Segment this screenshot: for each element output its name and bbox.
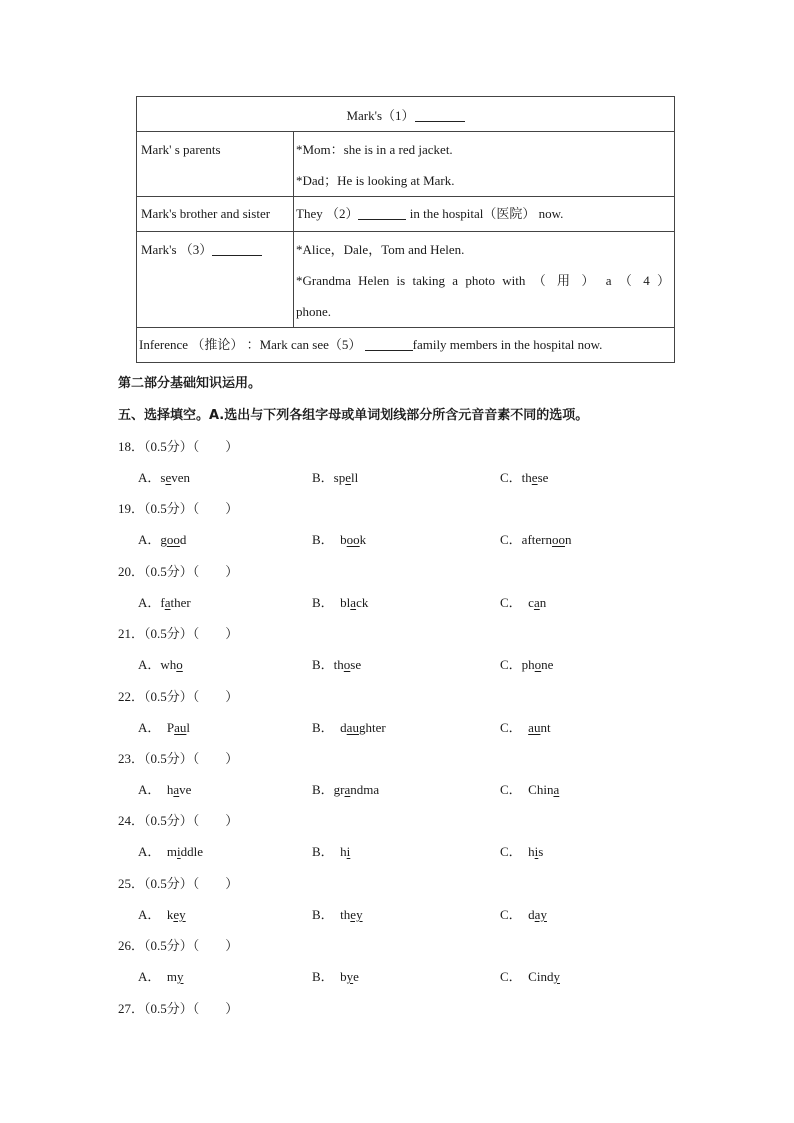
option-c: C．phone <box>500 657 554 672</box>
table-row-others: Mark's （3） *Alice，Dale，Tom and Helen. *Grandma Helen is taking a photo with （ 用 ） a （ 4 ） phone. <box>137 232 675 328</box>
question-number: 23．（0.5分）（ ） <box>118 751 239 766</box>
underlined-letters: ey <box>350 907 363 922</box>
question-number: 19．（0.5分）（ ） <box>118 501 239 516</box>
option-a: A． key <box>138 907 186 922</box>
option-b: B． bye <box>312 969 359 984</box>
option-c: C． can <box>500 595 547 610</box>
option-a: A． have <box>138 782 192 797</box>
option-a: A．seven <box>138 470 191 485</box>
underlined-letters: oo <box>346 532 360 547</box>
underlined-letters: ey <box>173 907 186 922</box>
underlined-letters: e <box>531 470 538 485</box>
question-number: 27．（0.5分）（ ） <box>118 1001 239 1016</box>
underlined-letters: au <box>528 720 541 735</box>
option-c: C．these <box>500 470 549 485</box>
underlined-letters: o <box>343 657 351 672</box>
option-b: B． book <box>312 532 367 547</box>
underlined-letters: o <box>176 657 183 672</box>
info-table <box>136 96 675 363</box>
underlined-letters: a <box>533 595 540 610</box>
blank-3 <box>212 243 262 256</box>
blank-5 <box>365 338 413 351</box>
table-caption: Mark's（1） <box>137 97 675 132</box>
option-c: C． Cindy <box>500 969 560 984</box>
option-a: A． my <box>138 969 184 984</box>
option-b: B． black <box>312 595 369 610</box>
underlined-letters: au <box>346 720 359 735</box>
option-a: A．father <box>138 595 191 610</box>
underlined-letters: e <box>165 470 172 485</box>
underlined-letters: y <box>346 969 354 984</box>
underlined-letters: a <box>164 595 171 610</box>
underlined-letters: ay <box>534 907 547 922</box>
option-a: A．good <box>138 532 187 547</box>
option-a: A． middle <box>138 844 204 859</box>
underlined-letters: a <box>173 782 180 797</box>
option-b: B． they <box>312 907 363 922</box>
option-b: B．grandma <box>312 782 380 797</box>
blank-2 <box>358 207 406 220</box>
underlined-letters: a <box>344 782 351 797</box>
question-number: 22．（0.5分）（ ） <box>118 689 239 704</box>
option-c: C． his <box>500 844 544 859</box>
underlined-letters: i <box>346 844 351 859</box>
underlined-letters: i <box>177 844 181 859</box>
question-number: 25．（0.5分）（ ） <box>118 876 239 891</box>
underlined-letters: oo <box>166 532 180 547</box>
option-c: C． aunt <box>500 720 551 735</box>
question-number: 20．（0.5分）（ ） <box>118 564 239 579</box>
underlined-letters: a <box>553 782 560 797</box>
option-a: A．who <box>138 657 183 672</box>
option-b: B． daughter <box>312 720 386 735</box>
option-c: C． China <box>500 782 560 797</box>
underlined-letters: o <box>534 657 542 672</box>
question-number: 21．（0.5分）（ ） <box>118 626 239 641</box>
question-number: 24．（0.5分）（ ） <box>118 813 239 828</box>
table-row-siblings: Mark's brother and sister They （2） in the hospital（医院） now. <box>137 197 675 232</box>
section-five-heading: 五、选择填空。A.选出与下列各组字母或单词划线部分所含元音音素不同的选项。 <box>118 408 589 423</box>
option-a: A． Paul <box>138 720 191 735</box>
underlined-letters: e <box>345 470 352 485</box>
option-b: B．spell <box>312 470 359 485</box>
question-number: 18．（0.5分）（ ） <box>118 439 239 454</box>
underlined-letters: y <box>177 969 184 984</box>
table-row-inference: Inference （推论） ：Mark can see（5） family members in the hospital now. <box>137 328 675 363</box>
option-c: C． day <box>500 907 547 922</box>
option-c: C．afternoon <box>500 532 572 547</box>
option-b: B． hi <box>312 844 351 859</box>
underlined-letters: oo <box>551 532 565 547</box>
part-two-heading: 第二部分基础知识运用。 <box>118 376 262 391</box>
underlined-letters: a <box>350 595 357 610</box>
blank-1 <box>415 109 465 122</box>
underlined-letters: i <box>534 844 539 859</box>
underlined-letters: au <box>174 720 187 735</box>
underlined-letters: y <box>553 969 560 984</box>
option-b: B．those <box>312 657 362 672</box>
question-number: 26．（0.5分）（ ） <box>118 938 239 953</box>
table-row-parents: Mark' s parents *Mom：she is in a red jacket. *Dad；He is looking at Mark. <box>137 132 675 197</box>
